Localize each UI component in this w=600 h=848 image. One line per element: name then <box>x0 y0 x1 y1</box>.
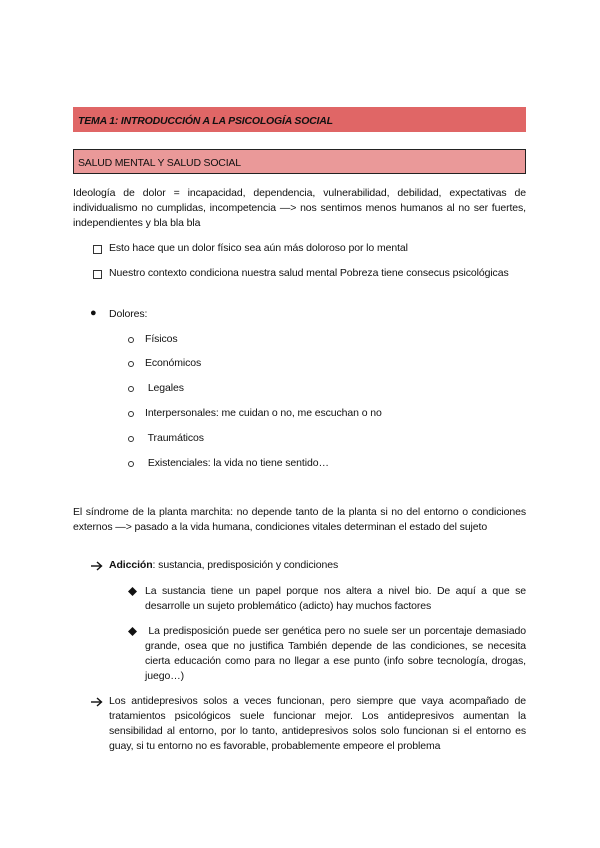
dolor-item-6: Existenciales: la vida no tiene sentido… <box>145 457 329 469</box>
bullet-icon: ● <box>90 307 97 319</box>
intro-paragraph: Ideología de dolor = incapacidad, dependencia, vulnerabilidad, debilidad, expectativas de individualismo no cumplidas, incompetencia —> nos sentimos menos humanos al no ser fuertes, independientes y bla bla bla <box>73 187 526 229</box>
diamond-bullet-icon <box>128 587 137 596</box>
dolor-item-5: Traumáticos <box>145 432 204 444</box>
adiccion-point-1: La sustancia tiene un papel porque nos altera a nivel bio. De aquí a que se desarrolle un sujeto problemático (adicto) hay muchos factores <box>145 585 526 612</box>
circle-bullet-icon <box>128 411 134 417</box>
diamond-bullet-icon <box>128 627 137 636</box>
adiccion-line <box>109 558 338 573</box>
subheading-bar <box>73 149 526 174</box>
adiccion-rest: : sustancia, predisposición y condiciones <box>152 559 339 571</box>
arrow-right-icon <box>91 561 103 571</box>
section-title: SALUD MENTAL Y SALUD SOCIAL <box>78 157 241 169</box>
circle-bullet-icon <box>128 337 134 343</box>
sindrome-paragraph: El síndrome de la planta marchita: no depende tanto de la planta si no del entorno o condiciones externos —> pasado a la vida humana, condiciones vitales determinan el estado del sujeto <box>73 506 526 533</box>
checkbox-1[interactable] <box>93 245 102 254</box>
dolores-label: Dolores: <box>109 308 148 320</box>
circle-bullet-icon <box>128 361 134 367</box>
checkbox-2[interactable] <box>93 270 102 279</box>
adiccion-label: Adicción <box>109 559 153 571</box>
circle-bullet-icon <box>128 386 134 392</box>
dolor-item-3: Legales <box>145 382 184 394</box>
dolor-item-2: Económicos <box>145 357 202 369</box>
heading-bar <box>73 107 526 132</box>
circle-bullet-icon <box>128 461 134 467</box>
adiccion-point-2: La predisposición puede ser genética pero no suele ser un porcentaje demasiado grande, osea que no justifica También depende de las condiciones, se necesita cierta educación como para no llegar a ese punto (info sobre tecnología, drogas, juego…) <box>145 625 529 682</box>
dolor-item-4: Interpersonales: me cuidan o no, me escuchan o no <box>145 407 382 419</box>
checkbox-item-1: Esto hace que un dolor físico sea aún más doloroso por lo mental <box>109 242 408 254</box>
antidepresivos-paragraph: Los antidepresivos solos a veces funcionan, pero siempre que vaya acompañado de tratamientos psicológicos suele funcionar mejor. Los antidepresivos aumentan la sensibilidad al entorno, por lo tanto, antidepresivos solos solo funcionan si el entorno es guay, si tu entorno no es favorable, probablemente empeore el problema <box>109 695 526 752</box>
dolor-item-1: Físicos <box>145 333 178 345</box>
checkbox-item-2: Nuestro contexto condiciona nuestra salud mental Pobreza tiene consecus psicológicas <box>109 267 509 279</box>
arrow-right-icon <box>91 697 103 707</box>
circle-bullet-icon <box>128 436 134 442</box>
page-title: TEMA 1: INTRODUCCIÓN A LA PSICOLOGÍA SOCIAL <box>78 115 333 127</box>
